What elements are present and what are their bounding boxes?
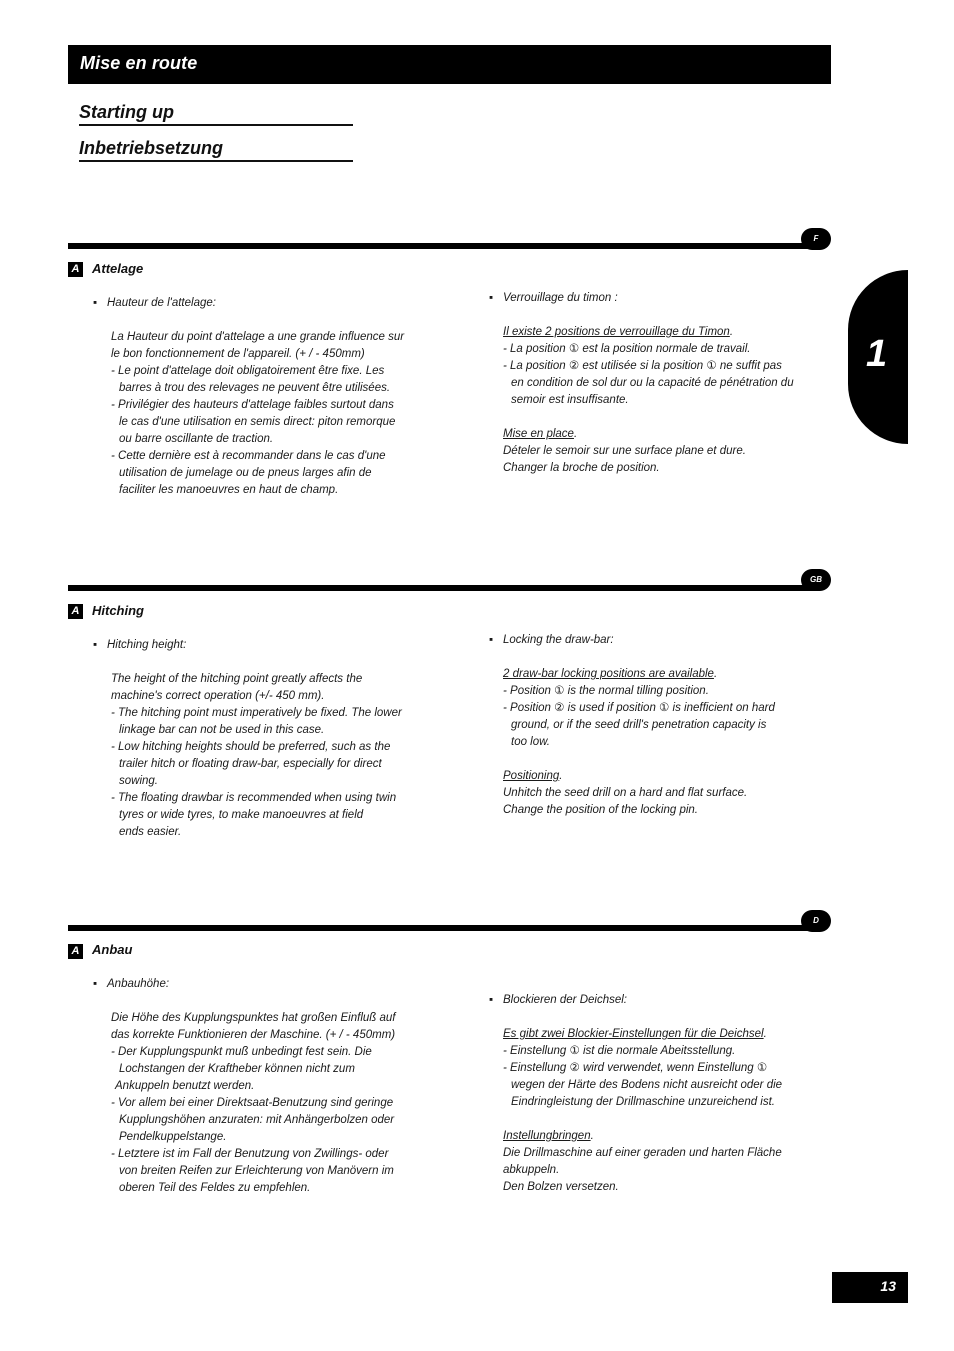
text-line: Dételer le semoir sur une surface plane et dure. bbox=[503, 445, 746, 457]
lang-badge-gb: GB bbox=[801, 569, 831, 591]
text-line: - Privilégier des hauteurs d'attelage faibles surtout dans bbox=[111, 399, 394, 411]
text-line: Eindringleistung der Drillmaschine unzureichend ist. bbox=[511, 1096, 775, 1108]
section-rule-fr bbox=[68, 243, 813, 249]
subheading: Il existe 2 positions de verrouillage du Timon bbox=[503, 326, 730, 338]
section-a-icon: A bbox=[68, 262, 83, 277]
page-number-box bbox=[832, 1272, 908, 1303]
subheading: 2 draw-bar locking positions are available bbox=[503, 668, 714, 680]
text-line: abkuppeln. bbox=[503, 1164, 560, 1176]
subtitle-english: Starting up bbox=[79, 101, 353, 126]
text-line: - Vor allem bei einer Direktsaat-Benutzung sind geringe bbox=[111, 1097, 394, 1109]
section-title-fr: Attelage bbox=[92, 261, 144, 276]
section-a-icon: A bbox=[68, 944, 83, 959]
de-right-column: ▪ Blockieren der Deichsel: Es gibt zwei Blockier-Einstellungen für die Deichsel. - Einstellung ① ist die normale Abeitsstellung. - Einstellung ② wird verwendet, wenn Einstellung ① wegen der Härte des Bodens nicht ausreicht oder die Eindringleistung der Drillmaschine unzureichend ist. Instellungbringen. Die Drillmaschine auf einer geraden und harten Fläche abkuppeln. Den Bolzen versetzen. bbox=[503, 992, 823, 1196]
text-line: - Low hitching heights should be preferred, such as the bbox=[111, 741, 391, 753]
text-line: - Letztere ist im Fall der Benutzung von Zwillings- oder bbox=[111, 1148, 389, 1160]
de-left-column bbox=[93, 976, 437, 1197]
text-line: tyres or wide tyres, to make manoeuvres at field bbox=[119, 809, 364, 821]
text-line: trailer hitch or floating draw-bar, especially for direct bbox=[119, 758, 382, 770]
gb-left-column bbox=[93, 637, 437, 841]
section-rule-de bbox=[68, 925, 813, 931]
text-line: Lochstangen der Kraftheber können nicht zum bbox=[119, 1063, 355, 1075]
text-line: wegen der Härte des Bodens nicht ausreicht oder die bbox=[511, 1079, 783, 1091]
text-line: Unhitch the seed drill on a hard and flat surface. bbox=[503, 787, 748, 799]
text-line: das korrekte Funktionieren der Maschine. (+ / - 450mm) bbox=[111, 1029, 396, 1041]
text-line: - La position ② est utilisée si la position ① ne suffit pas bbox=[503, 360, 782, 372]
fr-left-column bbox=[93, 295, 437, 499]
subheading: Positioning bbox=[503, 770, 560, 782]
text-line: Kupplungshöhen anzuraten: mit Anhängerbolzen oder bbox=[119, 1114, 395, 1126]
text-line: von breiten Reifen zur Erleichterung von Manövern im bbox=[119, 1165, 394, 1177]
text-line: barres à trou des relevages ne peuvent être utilisées. bbox=[119, 382, 391, 394]
section-title-gb: Hitching bbox=[92, 603, 144, 618]
section-a-icon: A bbox=[68, 604, 83, 619]
list-item: ▪ Anbauhöhe: bbox=[93, 978, 170, 990]
chapter-number: 1 bbox=[866, 333, 888, 375]
text-line: - The floating drawbar is recommended when using twin bbox=[111, 792, 397, 804]
text-line: too low. bbox=[511, 736, 550, 748]
text-line: le cas d'une utilisation en semis direct: piton remorque bbox=[119, 416, 396, 428]
text-line: oberen Teil des Feldes zu empfehlen. bbox=[119, 1182, 311, 1194]
text-line: Change the position of the locking pin. bbox=[503, 804, 698, 816]
page-number: 13 bbox=[880, 1278, 896, 1294]
text-line: sowing. bbox=[119, 775, 158, 787]
header-bar bbox=[68, 45, 831, 84]
subheading: Mise en place bbox=[503, 428, 574, 440]
section-title-de: Anbau bbox=[92, 942, 133, 957]
text-line: en condition de sol dur ou la capacité de pénétration du bbox=[511, 377, 794, 389]
subtitle-german: Inbetriebsetzung bbox=[79, 137, 353, 162]
text-line: La Hauteur du point d'attelage a une grande influence sur bbox=[111, 331, 405, 343]
gb-right-column: ▪ Locking the draw-bar: 2 draw-bar locking positions are available. - Position ① is the normal tilling position. - Position ② is used if position ① is inefficient on hard ground, or if the seed drill's penetration capacity is too low. Positioning. Unhitch the seed drill on a hard and flat surface. Change the position of the locking pin. bbox=[503, 632, 823, 819]
subheading: Instellungbringen bbox=[503, 1130, 591, 1142]
text-line: semoir est insuffisante. bbox=[511, 394, 629, 406]
text-line: - Einstellung ② wird verwendet, wenn Einstellung ① bbox=[503, 1062, 768, 1074]
text-line: utilisation de jumelage ou de pneus larges afin de bbox=[119, 467, 372, 479]
text-line: faciliter les manoeuvres en haut de champ. bbox=[119, 484, 339, 496]
list-item: ▪ Hitching height: bbox=[93, 639, 187, 651]
text-line: - Cette dernière est à recommander dans le cas d'une bbox=[111, 450, 386, 462]
text-line: Die Höhe des Kupplungspunktes hat großen Einfluß auf bbox=[111, 1012, 396, 1024]
text-line: machine's correct operation (+/- 450 mm). bbox=[111, 690, 325, 702]
text-line: The height of the hitching point greatly affects the bbox=[111, 673, 363, 685]
text-line: - La position ① est la position normale de travail. bbox=[503, 343, 751, 355]
text-line: Pendelkuppelstange. bbox=[119, 1131, 227, 1143]
page-title: Mise en route bbox=[80, 53, 198, 73]
fr-right-column: ▪ Verrouillage du timon : Il existe 2 positions de verrouillage du Timon. - La position ① est la position normale de travail. - La position ② est utilisée si la position ① ne suffit pas en condition de sol dur ou la capacité de pénétration du semoir est insuffisante. Mise en place. Dételer le semoir sur une surface plane et dure. Changer la broche de position. bbox=[503, 290, 823, 477]
lang-badge-fr: F bbox=[801, 228, 831, 250]
text-line: Changer la broche de position. bbox=[503, 462, 660, 474]
list-item: ▪ Blockieren der Deichsel: bbox=[489, 994, 628, 1006]
text-line: - Der Kupplungspunkt muß unbedingt fest sein. Die bbox=[111, 1046, 372, 1058]
text-line: - The hitching point must imperatively be fixed. The lower bbox=[111, 707, 402, 719]
text-line: le bon fonctionnement de l'appareil. (+ / - 450mm) bbox=[111, 348, 365, 360]
list-item: ▪ Verrouillage du timon : bbox=[489, 292, 618, 304]
text-line: Den Bolzen versetzen. bbox=[503, 1181, 619, 1193]
list-item: ▪ Hauteur de l'attelage: bbox=[93, 297, 216, 309]
text-line: ground, or if the seed drill's penetration capacity is bbox=[511, 719, 767, 731]
section-rule-gb bbox=[68, 585, 813, 591]
text-line: ou barre oscillante de traction. bbox=[119, 433, 274, 445]
text-line: - Le point d'attelage doit obligatoirement être fixe. Les bbox=[111, 365, 385, 377]
text-line: - Position ① is the normal tilling position. bbox=[503, 685, 709, 697]
text-line: ends easier. bbox=[119, 826, 182, 838]
subheading: Es gibt zwei Blockier-Einstellungen für die Deichsel bbox=[503, 1028, 764, 1040]
text-line: Die Drillmaschine auf einer geraden und harten Fläche bbox=[503, 1147, 782, 1159]
lang-badge-de: D bbox=[801, 910, 831, 932]
text-line: Ankuppeln benutzt werden. bbox=[115, 1080, 255, 1092]
text-line: linkage bar can not be used in this case. bbox=[119, 724, 325, 736]
text-line: - Position ② is used if position ① is inefficient on hard bbox=[503, 702, 775, 714]
list-item: ▪ Locking the draw-bar: bbox=[489, 634, 614, 646]
text-line: - Einstellung ① ist die normale Abeitsstellung. bbox=[503, 1045, 736, 1057]
